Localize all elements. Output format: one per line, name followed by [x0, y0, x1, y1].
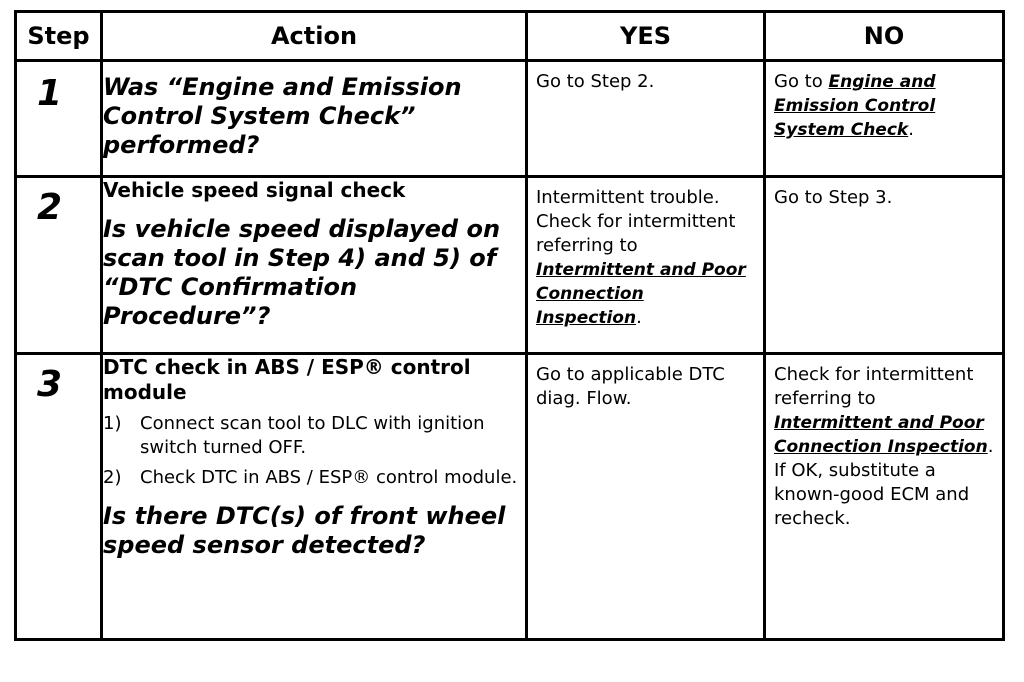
- substep-text: Check DTC in ABS / ESP® control module.: [140, 467, 518, 488]
- diagnostic-table: [14, 10, 1005, 641]
- table-header-row: [16, 12, 1004, 61]
- step-number: 1: [37, 73, 63, 114]
- step-cell: [16, 354, 102, 640]
- action-cell: [102, 354, 527, 640]
- yes-text: [528, 178, 763, 330]
- engine-emission-check-link[interactable]: Engine and Emission Control System Check: [774, 72, 936, 140]
- question: Is there DTC(s) of front wheel speed sensor detected?: [103, 502, 506, 559]
- substep-item: [103, 466, 525, 490]
- header-step: Step: [16, 12, 102, 61]
- substep-item: [103, 412, 525, 460]
- yes-text: Go to Step 2.: [536, 71, 655, 92]
- header-no: NO: [765, 12, 1004, 61]
- step-number: 3: [37, 364, 63, 405]
- no-suffix: . If OK, substitute a known-good ECM and recheck.: [774, 436, 994, 529]
- table-row: [16, 354, 1004, 640]
- yes-cell: [527, 61, 765, 177]
- yes-cell: [527, 177, 765, 354]
- step-number: 2: [37, 187, 63, 228]
- no-prefix: Check for intermittent referring to: [774, 364, 974, 409]
- yes-prefix: Intermittent trouble. Check for intermittent referring to: [536, 187, 736, 256]
- yes-cell: [527, 354, 765, 640]
- no-text: [766, 62, 1002, 142]
- substep-list: [103, 412, 525, 490]
- no-cell: [765, 61, 1004, 177]
- step-cell: [16, 61, 102, 177]
- intermittent-inspection-link[interactable]: Intermittent and Poor Connection Inspection: [774, 413, 988, 457]
- action-cell: [102, 61, 527, 177]
- table-row: [16, 177, 1004, 354]
- action-cell: [102, 177, 527, 354]
- no-suffix: .: [908, 119, 914, 140]
- substep-number: 2): [103, 467, 122, 488]
- step-subtitle: Vehicle speed signal check: [103, 178, 406, 202]
- step-cell: [16, 177, 102, 354]
- no-text: [766, 355, 1002, 531]
- yes-text: Go to applicable DTC diag. Flow.: [536, 364, 725, 409]
- table-row: [16, 61, 1004, 177]
- no-prefix: Go to: [774, 71, 829, 92]
- question: Was “Engine and Emission Control System Check” performed?: [103, 73, 462, 159]
- substep-number: 1): [103, 413, 122, 434]
- header-yes: YES: [527, 12, 765, 61]
- no-cell: [765, 177, 1004, 354]
- substep-text: Connect scan tool to DLC with ignition switch turned OFF.: [140, 413, 485, 458]
- step-subtitle: DTC check in ABS / ESP® control module: [103, 355, 471, 404]
- question: Is vehicle speed displayed on scan tool in Step 4) and 5) of “DTC Confirmation Procedure”?: [103, 215, 501, 330]
- header-action: Action: [102, 12, 527, 61]
- yes-suffix: .: [636, 307, 642, 328]
- intermittent-inspection-link[interactable]: Intermittent and Poor Connection Inspection: [536, 260, 746, 328]
- no-cell: [765, 354, 1004, 640]
- no-text: Go to Step 3.: [774, 187, 893, 208]
